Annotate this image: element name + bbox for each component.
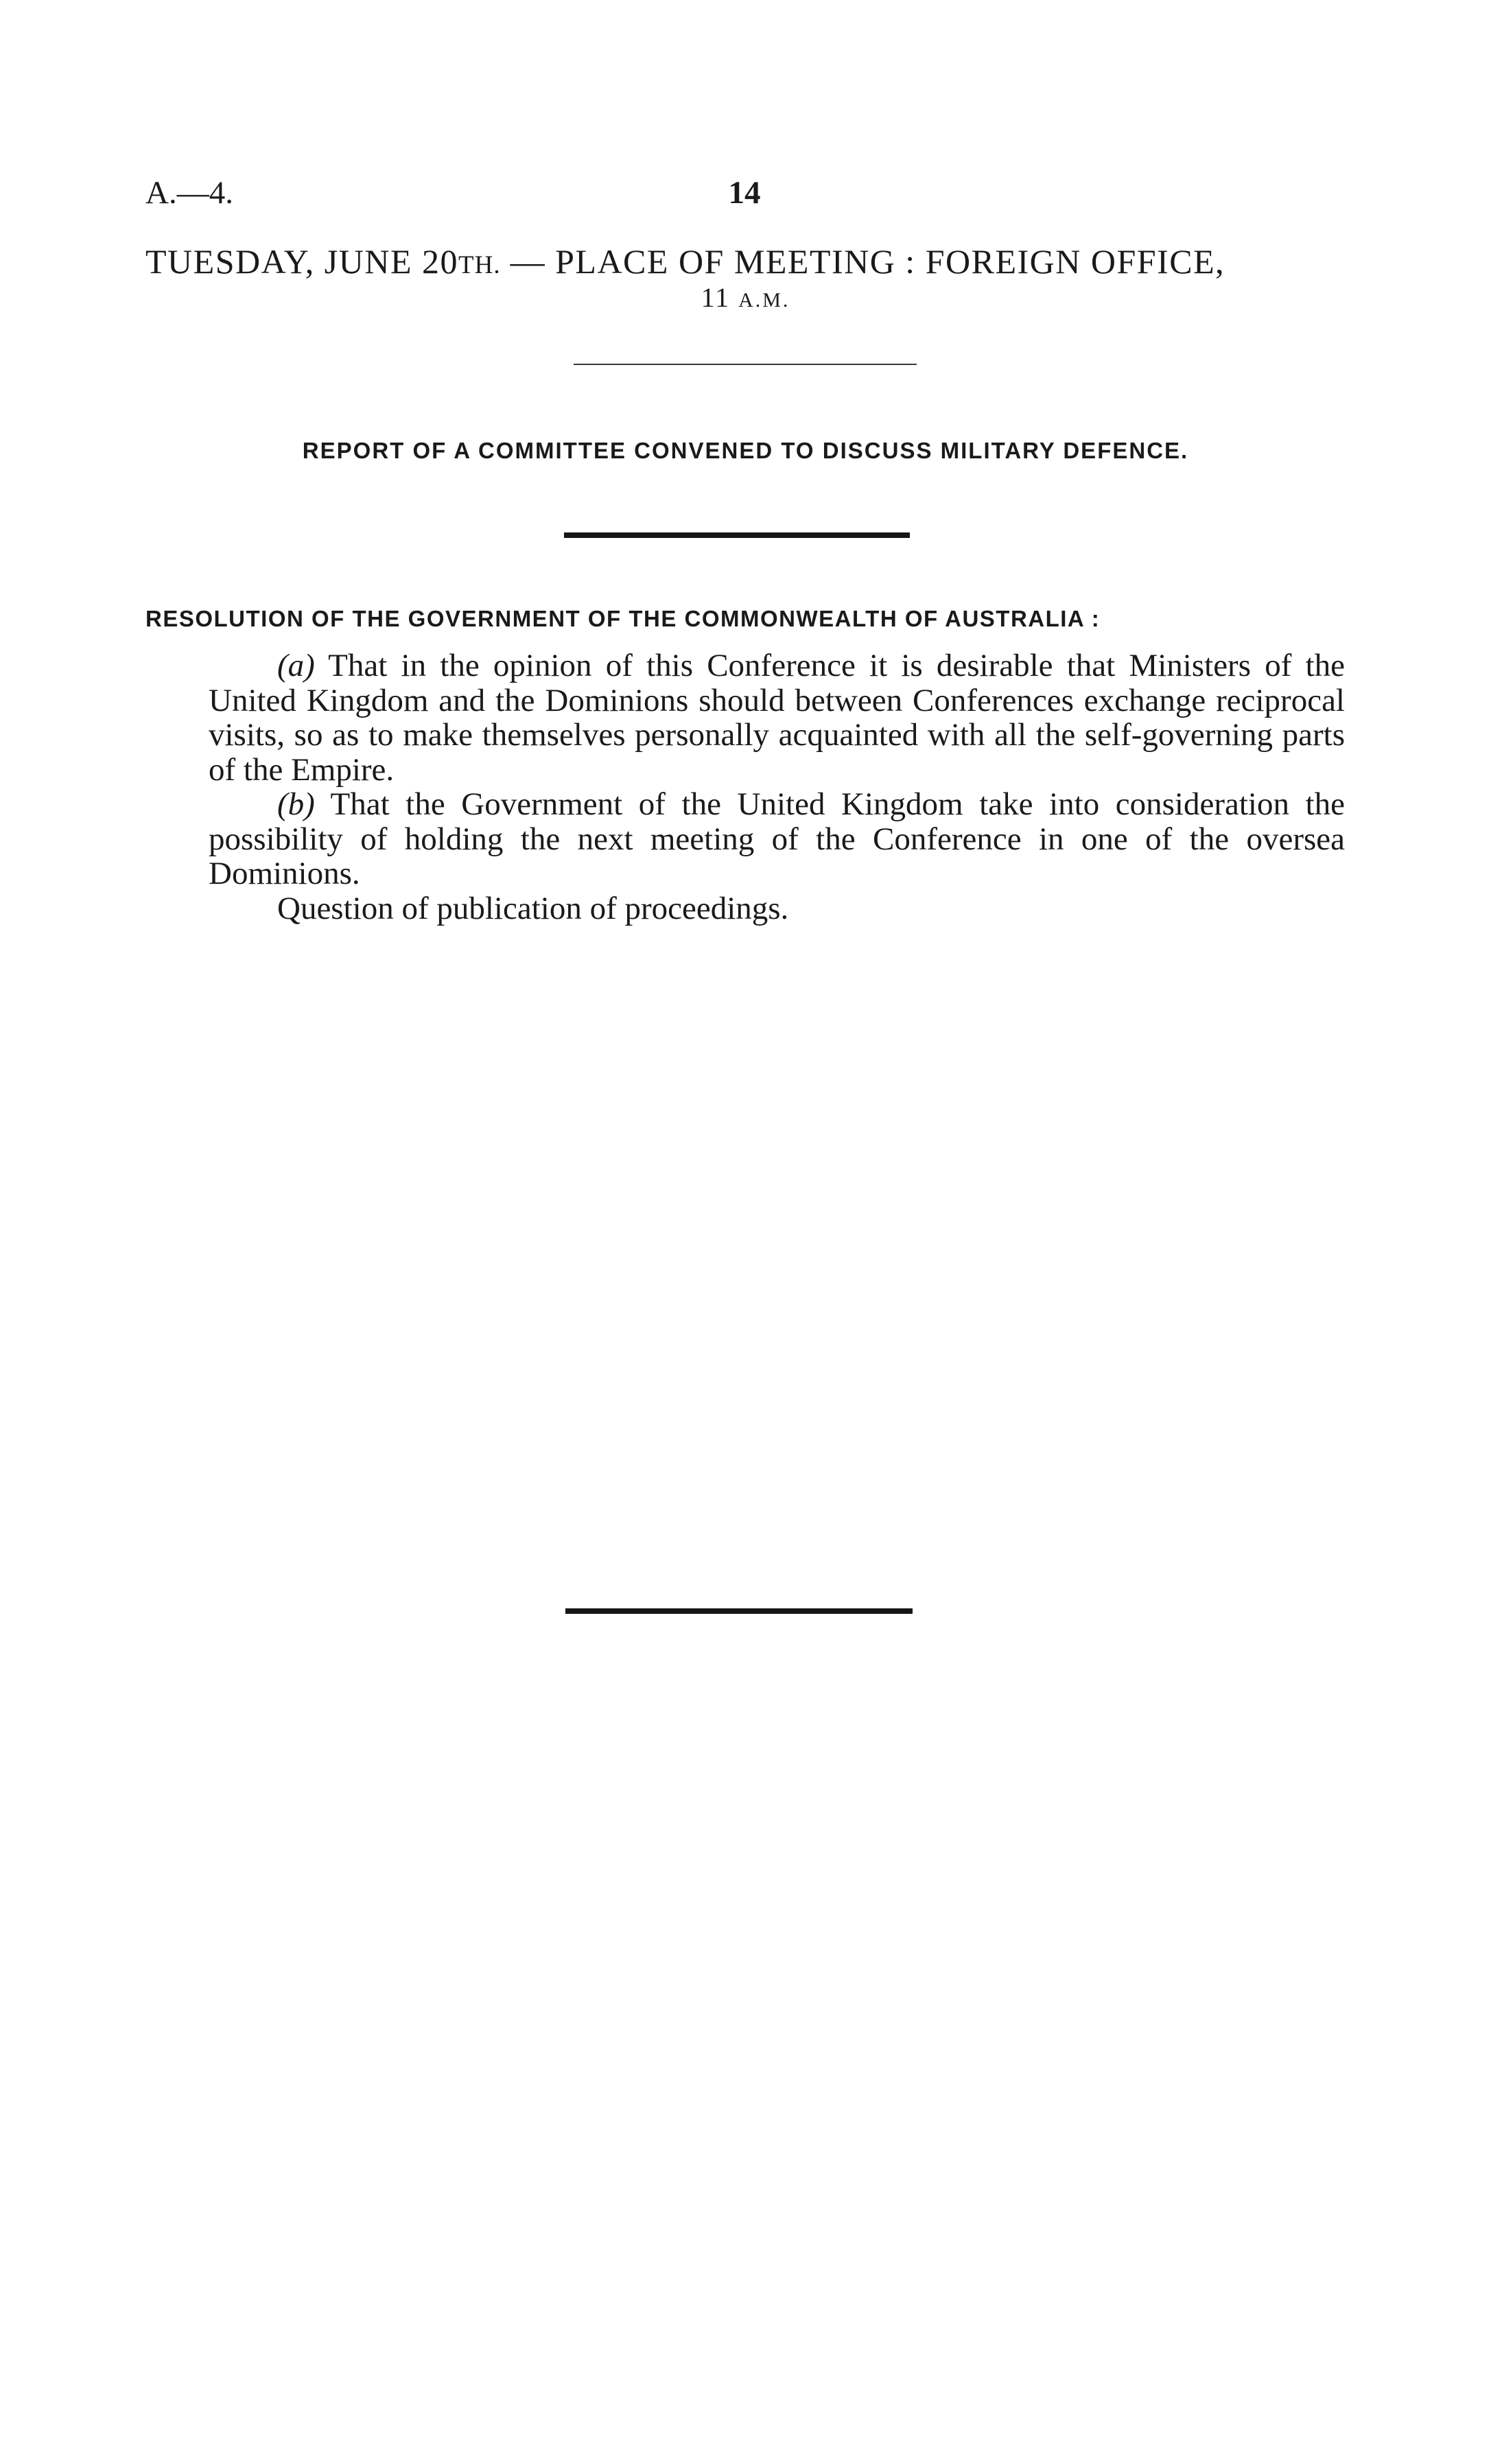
- meeting-date-suffix: TH.: [458, 251, 501, 279]
- resolution-item-b: [209, 787, 1345, 891]
- item-marker-a: (a): [277, 648, 315, 683]
- document-reference: A.—4.: [145, 175, 233, 211]
- meeting-date-place: [145, 244, 1346, 279]
- meeting-time-number: 11: [701, 282, 739, 313]
- divider-thick: [564, 532, 910, 538]
- resolution-body: [209, 648, 1345, 926]
- meeting-separator: —: [500, 242, 556, 281]
- meeting-day-date: TUESDAY, JUNE 20: [145, 242, 459, 281]
- resolution-closing: Question of publication of proceedings.: [277, 890, 789, 926]
- resolution-heading: RESOLUTION OF THE GOVERNMENT OF THE COMMONWEALTH OF AUSTRALIA :: [145, 606, 1101, 631]
- meeting-time: [0, 284, 1491, 312]
- resolution-item-a: [209, 648, 1345, 787]
- page-number: 14: [728, 175, 761, 211]
- item-text-a: That in the opinion of this Conference it is desirable that Ministers of the United Kingdom and the Dominions should between Conferences exchange reciprocal visits, so as to make themselves personally acquainted with all the self-governing parts of the Empire.: [209, 648, 1345, 788]
- report-heading: REPORT OF A COMMITTEE CONVENED TO DISCUSS MILITARY DEFENCE.: [302, 438, 1189, 463]
- divider-end: [565, 1608, 913, 1614]
- item-marker-b: (b): [277, 786, 315, 822]
- meeting-time-suffix: A.M.: [738, 289, 790, 312]
- item-text-b: That the Government of the United Kingdom take into consideration the possibility of holding the next meeting of the Conference in one of the oversea Dominions.: [209, 786, 1345, 891]
- divider-thin: [574, 364, 917, 365]
- meeting-place: PLACE OF MEETING : FOREIGN OFFICE,: [555, 242, 1225, 281]
